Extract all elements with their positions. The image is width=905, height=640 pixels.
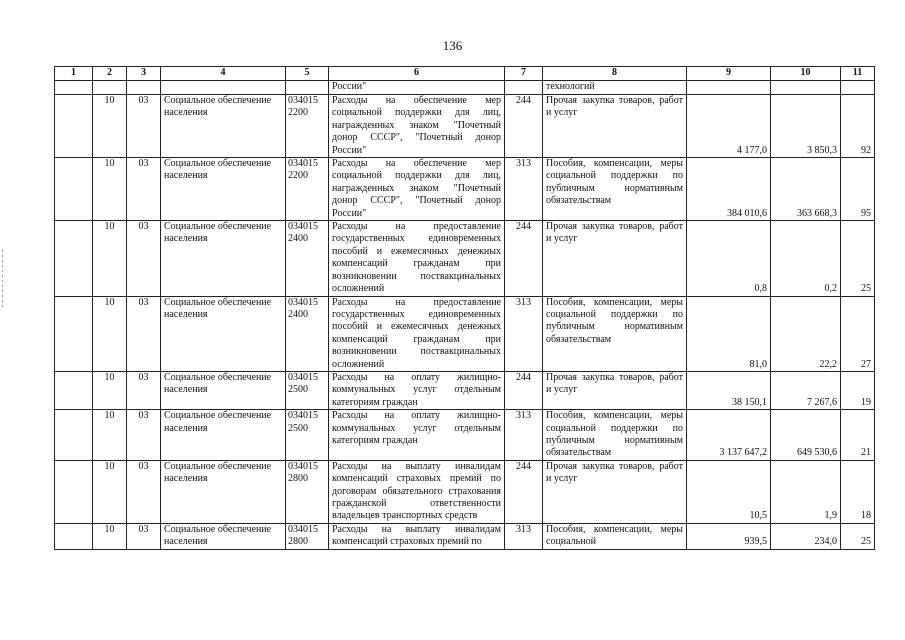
cell-actual-amount: 7 267,6 — [771, 371, 841, 409]
cell-section-name: Социальное обеспечение населения — [161, 158, 286, 221]
cell-col1 — [55, 221, 93, 296]
cell-percent: 25 — [841, 523, 875, 549]
table-row — [55, 221, 875, 296]
cell-actual-amount: 22,2 — [771, 296, 841, 371]
cell-section-name: Социальное обеспечение населения — [161, 523, 286, 549]
column-header-6: 6 — [329, 67, 505, 81]
table-row — [55, 460, 875, 523]
cell — [161, 81, 286, 95]
cell-col1 — [55, 523, 93, 549]
cell-section: 10 — [93, 221, 127, 296]
cell-section-name: Социальное обеспечение населения — [161, 296, 286, 371]
cell-subsection: 03 — [127, 95, 161, 158]
cell-plan-amount: 4 177,0 — [687, 95, 771, 158]
cell-actual-amount: 1,9 — [771, 460, 841, 523]
cell-vr-code: 244 — [505, 95, 543, 158]
cell-subsection: 03 — [127, 523, 161, 549]
table-row — [55, 523, 875, 549]
cell-vr-name: Прочая закупка товаров, работ и услуг — [543, 460, 687, 523]
cell-vr-name: Пособия, компенсации, меры социальной поддержки по публичным нормативным обязательствам — [543, 410, 687, 461]
cell-description: Расходы на выплату инвалидам компенсаций страховых премий по — [329, 523, 505, 549]
cell-section: 10 — [93, 460, 127, 523]
cell-section-name: Социальное обеспечение населения — [161, 410, 286, 461]
cell-vr-code: 244 — [505, 221, 543, 296]
cell-subsection: 03 — [127, 158, 161, 221]
column-header-4: 4 — [161, 67, 286, 81]
table-row — [55, 296, 875, 371]
cell-percent: 18 — [841, 460, 875, 523]
cell-section: 10 — [93, 410, 127, 461]
cell-percent: 25 — [841, 221, 875, 296]
cell-col1 — [55, 371, 93, 409]
cell-plan-amount: 0,8 — [687, 221, 771, 296]
cell — [286, 81, 329, 95]
scan-edge-mark — [2, 250, 3, 310]
cell-description: России" — [329, 81, 505, 95]
cell-target-code: 034015 2500 — [286, 410, 329, 461]
cell-description: Расходы на обеспечение мер социальной поддержки для лиц, награжденных знаком "Почетный донор СССР", "Почетный донор России" — [329, 158, 505, 221]
cell-actual-amount: 234,0 — [771, 523, 841, 549]
cell-actual-amount: 0,2 — [771, 221, 841, 296]
cell-description: Расходы на оплату жилищно-коммунальных услуг отдельным категориям граждан — [329, 410, 505, 461]
table-row — [55, 95, 875, 158]
cell-plan-amount: 3 137 647,2 — [687, 410, 771, 461]
cell-percent: 95 — [841, 158, 875, 221]
cell-target-code: 034015 2200 — [286, 158, 329, 221]
header-row — [55, 67, 875, 81]
cell-section: 10 — [93, 158, 127, 221]
column-header-11: 11 — [841, 67, 875, 81]
cell-vr-name: Прочая закупка товаров, работ и услуг — [543, 221, 687, 296]
cell-section: 10 — [93, 371, 127, 409]
table-row — [55, 410, 875, 461]
cell-vr-name: технологий — [543, 81, 687, 95]
cell-target-code: 034015 2200 — [286, 95, 329, 158]
cell-subsection: 03 — [127, 410, 161, 461]
table-row — [55, 371, 875, 409]
cell-vr-name: Пособия, компенсации, меры социальной поддержки по публичным нормативным обязательствам — [543, 296, 687, 371]
cell-vr-code: 244 — [505, 371, 543, 409]
cell-col1 — [55, 158, 93, 221]
cell-actual-amount: 3 850,3 — [771, 95, 841, 158]
cell-vr-name: Прочая закупка товаров, работ и услуг — [543, 371, 687, 409]
cell — [55, 81, 93, 95]
cell-subsection: 03 — [127, 460, 161, 523]
column-header-5: 5 — [286, 67, 329, 81]
cell-section: 10 — [93, 523, 127, 549]
cell-plan-amount: 38 150,1 — [687, 371, 771, 409]
cell-col1 — [55, 296, 93, 371]
cell-target-code: 034015 2400 — [286, 296, 329, 371]
cell-plan-amount: 10,5 — [687, 460, 771, 523]
cell-description: Расходы на выплату инвалидам компенсаций страховых премий по договорам обязательного страхования гражданской ответственности владельцев транспортных средств — [329, 460, 505, 523]
column-header-1: 1 — [55, 67, 93, 81]
cell-percent: 19 — [841, 371, 875, 409]
cell-col1 — [55, 95, 93, 158]
column-header-9: 9 — [687, 67, 771, 81]
cell-percent: 92 — [841, 95, 875, 158]
cell — [93, 81, 127, 95]
cell — [127, 81, 161, 95]
cell-subsection: 03 — [127, 296, 161, 371]
page-number: 136 — [442, 38, 463, 53]
column-header-8: 8 — [543, 67, 687, 81]
column-header-7: 7 — [505, 67, 543, 81]
cell-plan-amount: 939,5 — [687, 523, 771, 549]
cell-vr-code: 313 — [505, 296, 543, 371]
cell-vr-name: Прочая закупка товаров, работ и услуг — [543, 95, 687, 158]
cell — [687, 81, 771, 95]
cell-section-name: Социальное обеспечение населения — [161, 371, 286, 409]
cell-vr-code: 313 — [505, 158, 543, 221]
cell-description: Расходы на предоставление государственных единовременных пособий и ежемесячных денежных компенсаций гражданам при возникновении поствакцинальных осложнений — [329, 221, 505, 296]
table-row — [55, 158, 875, 221]
cell-target-code: 034015 2800 — [286, 523, 329, 549]
cell-actual-amount: 649 530,6 — [771, 410, 841, 461]
cell-description: Расходы на предоставление государственных единовременных пособий и ежемесячных денежных компенсаций гражданам при возникновении поствакцинальных осложнений — [329, 296, 505, 371]
cell-section-name: Социальное обеспечение населения — [161, 95, 286, 158]
cell-subsection: 03 — [127, 371, 161, 409]
cell-vr-name: Пособия, компенсации, меры социальной поддержки по публичным нормативным обязательствам — [543, 158, 687, 221]
column-header-3: 3 — [127, 67, 161, 81]
column-header-2: 2 — [93, 67, 127, 81]
cell — [771, 81, 841, 95]
continuation-row — [55, 81, 875, 95]
cell-section-name: Социальное обеспечение населения — [161, 460, 286, 523]
cell-plan-amount: 81,0 — [687, 296, 771, 371]
cell-target-code: 034015 2500 — [286, 371, 329, 409]
cell-vr-code: 313 — [505, 410, 543, 461]
cell — [841, 81, 875, 95]
cell-col1 — [55, 460, 93, 523]
cell-section: 10 — [93, 95, 127, 158]
cell-vr-code: 313 — [505, 523, 543, 549]
cell-section-name: Социальное обеспечение населения — [161, 221, 286, 296]
cell-col1 — [55, 410, 93, 461]
cell-target-code: 034015 2800 — [286, 460, 329, 523]
column-header-10: 10 — [771, 67, 841, 81]
cell — [505, 81, 543, 95]
cell-description: Расходы на оплату жилищно-коммунальных услуг отдельным категориям граждан — [329, 371, 505, 409]
cell-percent: 21 — [841, 410, 875, 461]
cell-actual-amount: 363 668,3 — [771, 158, 841, 221]
cell-subsection: 03 — [127, 221, 161, 296]
cell-plan-amount: 384 010,6 — [687, 158, 771, 221]
cell-vr-code: 244 — [505, 460, 543, 523]
cell-section: 10 — [93, 296, 127, 371]
cell-target-code: 034015 2400 — [286, 221, 329, 296]
cell-vr-name: Пособия, компенсации, меры социальной — [543, 523, 687, 549]
budget-table — [54, 66, 875, 550]
cell-description: Расходы на обеспечение мер социальной поддержки для лиц, награжденных знаком "Почетный донор СССР", "Почетный донор России" — [329, 95, 505, 158]
cell-percent: 27 — [841, 296, 875, 371]
